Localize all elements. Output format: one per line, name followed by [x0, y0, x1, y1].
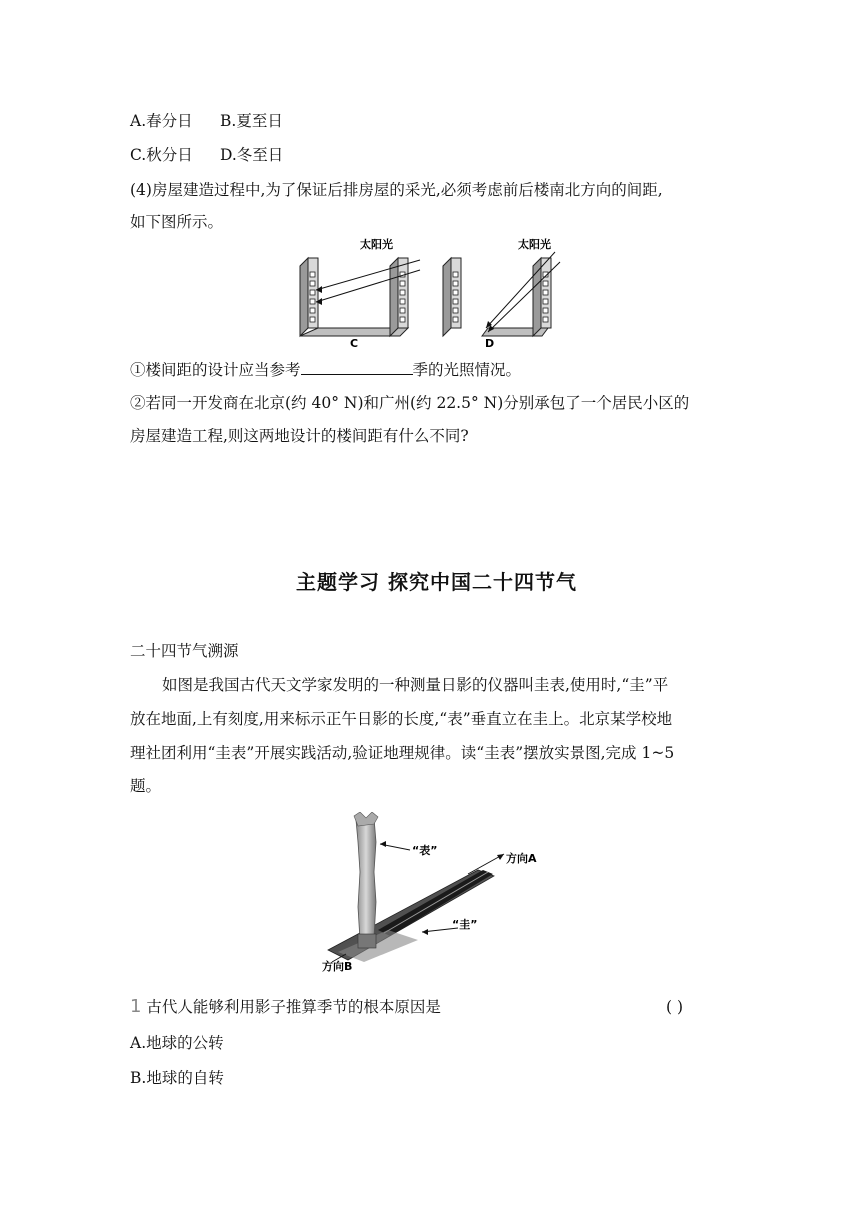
biao-pole — [354, 812, 378, 948]
guibiao-photo — [318, 812, 550, 972]
option-d: D.冬至日 — [220, 146, 284, 164]
q1-option-b: B.地球的自转 — [130, 1069, 224, 1087]
question-1 — [130, 996, 441, 1018]
section-subtitle: 二十四节气溯源 — [130, 642, 239, 660]
paragraph-line-4: 题。 — [130, 777, 162, 795]
label-c: C — [350, 337, 359, 350]
option-a: A.春分日 — [130, 112, 193, 130]
label-gui: “圭” — [452, 918, 478, 931]
sub2-line1: ②若同一开发商在北京(约 40° N)和广州(约 22.5° N)分别承包了一个居民小区的 — [130, 394, 690, 412]
sub1-prefix: ①楼间距的设计应当参考 — [130, 361, 301, 379]
figure-d — [443, 238, 560, 350]
q4-line2: 如下图所示。 — [130, 213, 224, 231]
label-direction-b: 方向B — [322, 960, 353, 972]
q4-line1: (4)房屋建造过程中,为了保证后排房屋的采光,必须考虑前后楼南北方向的间距, — [130, 181, 663, 199]
building-spacing-figure — [290, 238, 590, 350]
option-c: C.秋分日 — [130, 146, 193, 164]
label-biao: “表” — [412, 844, 438, 857]
label-sun-c: 太阳光 — [360, 238, 393, 251]
figure-c — [300, 238, 420, 350]
label-d: D — [485, 337, 495, 350]
section-title: 主题学习 探究中国二十四节气 — [296, 570, 577, 594]
question-text: 古代人能够利用影子推算季节的根本原因是 — [146, 998, 441, 1016]
sub-question-1 — [130, 358, 521, 381]
question-number: 1 — [130, 996, 142, 1017]
answer-bracket[interactable]: ( ) — [666, 998, 684, 1016]
label-sun-d: 太阳光 — [518, 238, 551, 251]
q1-option-a: A.地球的公转 — [130, 1034, 224, 1052]
sub2-line2: 房屋建造工程,则这两地设计的楼间距有什么不同? — [130, 427, 469, 445]
paragraph-line-2: 放在地面,上有刻度,用来标示正午日影的长度,“表”垂直立在圭上。北京某学校地 — [130, 710, 673, 728]
paragraph-line-3: 理社团利用“圭表”开展实践活动,验证地理规律。读“圭表”摆放实景图,完成 1~5 — [130, 744, 675, 762]
answer-blank[interactable] — [301, 358, 413, 375]
paragraph-line-1: 如图是我国古代天文学家发明的一种测量日影的仪器叫圭表,使用时,“圭”平 — [162, 676, 669, 694]
label-direction-a: 方向A — [506, 852, 537, 865]
sub1-suffix: 季的光照情况。 — [412, 361, 522, 379]
option-b: B.夏至日 — [220, 112, 283, 130]
